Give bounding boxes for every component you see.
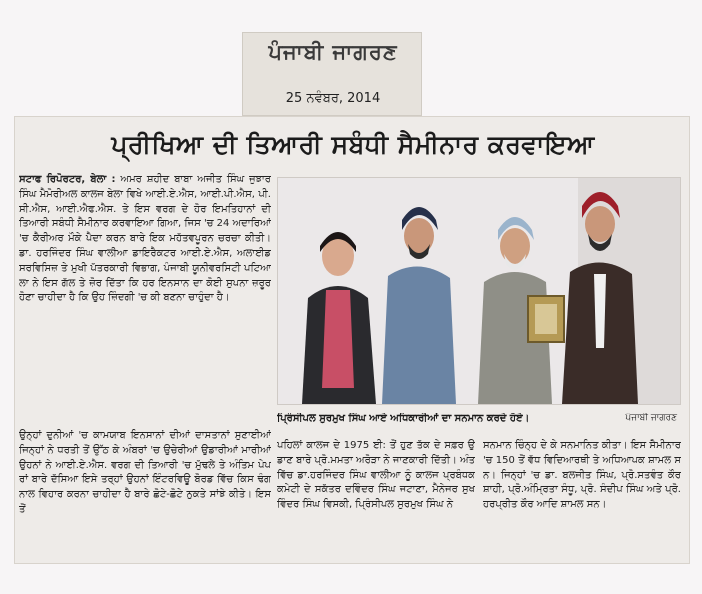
article-column-left-bottom: ਉਨ੍ਹਾਂ ਦੁਨੀਆਂ 'ਚ ਕਾਮਯਾਬ ਇਨਸਾਨਾਂ ਦੀਆਂ ਦਾਸਤਾਨਾਂ ਸੁਣਾਈਆਂ ਜਿਨ੍ਹਾਂ ਨੇ ਧਰਤੀ ਤੋਂ ਉੱਠ ਕੇ ਅੰਬਰਾਂ 'ਚ ਉਚੇਰੀਆਂ ਉਡਾਰੀਆਂ ਮਾਰੀਆਂ ਉਹਨਾਂ ਨੇ ਆਈ.ਏ.ਐਸ. ਵਰਗ ਦੀ ਤਿਆਰੀ 'ਚ ਮੁੱਢਲੇ ਤੇ ਅੰਤਿਮ ਪੇਪਰਾਂ ਬਾਰੇ ਦੱਸਿਆ ਇਸੇ ਤਰ੍ਹਾਂ ਉਹਨਾਂ ਇੰਟਰਵਿਊ ਬੋਰਡ ਵਿੱਚ ਕਿਸ ਢੰਗ ਨਾਲ ਵਿਹਾਰ ਕਰਨਾ ਚਾਹੀਦਾ ਹੈ ਬਾਰੇ ਛੋਟੇ-ਛੋਟੇ ਨੁਕਤੇ ਸਾਂਝੇ ਕੀਤੇ। ਇਸ ਤੋਂ xyxy=(19,430,271,515)
photo-caption xyxy=(277,413,681,435)
byline: ਸਟਾਫ ਰਿਪੋਰਟਰ, ਬੇਲਾ : xyxy=(19,174,116,185)
article-headline: ਪ੍ਰੀਖਿਆ ਦੀ ਤਿਆਰੀ ਸਬੰਧੀ ਸੈਮੀਨਾਰ ਕਰਵਾਇਆ xyxy=(111,130,595,159)
newspaper-name: ਪੰਜਾਬੀ ਜਾਗਰਣ xyxy=(268,39,398,64)
award-plaque xyxy=(528,296,564,342)
article-text-left-top: ਅਮਰ ਸ਼ਹੀਦ ਬਾਬਾ ਅਜੀਤ ਸਿੰਘ ਜੁਝਾਰ ਸਿੰਘ ਮੈਮੋਰੀਅਲ ਕਾਲਜ ਬੇਲਾ ਵਿਖੇ ਆਈ.ਏ.ਐਸ, ਆਈ.ਪੀ.ਐਸ, ਪੀ. ਸੀ.ਐਸ, ਆਈ.ਐਫ.ਐਸ. ਤੇ ਇਸ ਵਰਗ ਦੇ ਹੋਰ ਇਮਤਿਹਾਨਾਂ ਦੀ ਤਿਆਰੀ ਸਬੰਧੀ ਸੈਮੀਨਾਰ ਕਰਵਾਇਆ ਗਿਆ, ਜਿਸ 'ਚ 24 ਅਦਾਰਿਆਂ 'ਚ ਕੈਰੀਅਰ ਮੌਕੇ ਪੈਦਾ ਕਰਨ ਬਾਰੇ ਇਕ ਮਹੱਤਵਪੂਰਨ ਚਰਚਾ ਕੀਤੀ। ਡਾ. ਹਰਜਿੰਦਰ ਸਿੰਘ ਵਾਲੀਆ ਡਾਇਰੈਕਟਰ ਆਈ.ਏ.ਐਸ, ਅਲਾਈਡ ਸਰਵਿਸਿਜ਼ ਤੇ ਮੁਖੀ ਪੱਤਰਕਾਰੀ ਵਿਭਾਗ, ਪੰਜਾਬੀ ਯੂਨੀਵਰਸਿਟੀ ਪਟਿਆਲਾ ਨੇ ਇਸ ਗੱਲ ਤੇ ਜ਼ੋਰ ਦਿੱਤਾ ਕਿ ਹਰ ਇਨਸਾਨ ਦਾ ਕੋਈ ਸੁਪਨਾ ਜ਼ਰੂਰ ਹੋਣਾ ਚਾਹੀਦਾ ਹੈ ਕਿ ਉਹ ਜ਼ਿੰਦਗੀ 'ਚ ਕੀ ਬਣਨਾ ਚਾਹੁੰਦਾ ਹੈ। xyxy=(19,174,271,304)
article-clipping xyxy=(14,116,690,564)
publication-date: 25 ਨਵੰਬਰ, 2014 xyxy=(285,91,381,106)
article-photo xyxy=(277,177,681,405)
article-column-left-top xyxy=(19,173,271,417)
article-column-middle: ਪਹਿਲਾਂ ਕਾਲਜ ਦੇ 1975 ਈ: ਤੋਂ ਹੁਣ ਤੱਕ ਦੇ ਸਫ਼ਰ ਉਡਾਣ ਬਾਰੇ ਪ੍ਰੋ.ਮਮਤਾ ਅਰੋੜਾ ਨੇ ਜਾਣਕਾਰੀ ਦਿੱਤੀ। ਅੰਤ ਵਿੱਚ ਡਾ.ਹਰਜਿੰਦਰ ਸਿੰਘ ਵਾਲੀਆ ਨੂੰ ਕਾਲਜ ਪ੍ਰਬੰਧਕ ਕਮੇਟੀ ਦੇ ਸਕੱਤਰ ਦਵਿੰਦਰ ਸਿੰਘ ਜਟਾਣਾ, ਮੈਨੇਜਰ ਸੁਖਵਿੰਦਰ ਸਿੰਘ ਵਿਸਕੀ, ਪ੍ਰਿੰਸੀਪਲ ਸੁਰਮੁਖ ਸਿੰਘ ਨੇ xyxy=(277,440,475,511)
photo-illustration xyxy=(278,178,680,404)
article-column-right: ਸਨਮਾਨ ਚਿੰਨ੍ਹ ਦੇ ਕੇ ਸਨਮਾਨਿਤ ਕੀਤਾ। ਇਸ ਸੈਮੀਨਾਰ 'ਚ 150 ਤੋਂ ਵੱਧ ਵਿਦਿਆਰਥੀ ਤੇ ਅਧਿਆਪਕ ਸ਼ਾਮਲ ਸਨ। ਜਿਨ੍ਹਾਂ 'ਚ ਡਾ. ਬਲਜੀਤ ਸਿੰਘ, ਪ੍ਰੋ.ਸਤਵੰਤ ਕੌਰ ਸ਼ਾਹੀ, ਪ੍ਰੋ.ਅੰਮ੍ਰਿਤਾ ਸੰਧੂ, ਪ੍ਰੋ. ਸੰਦੀਪ ਸਿੰਘ ਅਤੇ ਪ੍ਰੋ. ਹਰਪ੍ਰੀਤ ਕੌਰ ਆਦਿ ਸ਼ਾਮਲ ਸਨ। xyxy=(483,440,681,511)
photo-caption-text: ਪ੍ਰਿੰਸੀਪਲ ਸੁਰਮੁਖ ਸਿੰਘ ਆਏ ਅਧਿਕਾਰੀਆਂ ਦਾ ਸਨਮਾਨ ਕਰਦੇ ਹੋਏ। xyxy=(277,413,530,424)
masthead xyxy=(242,32,422,116)
photo-credit: ਪੰਜਾਬੀ ਜਾਗਰਣ xyxy=(625,413,677,423)
